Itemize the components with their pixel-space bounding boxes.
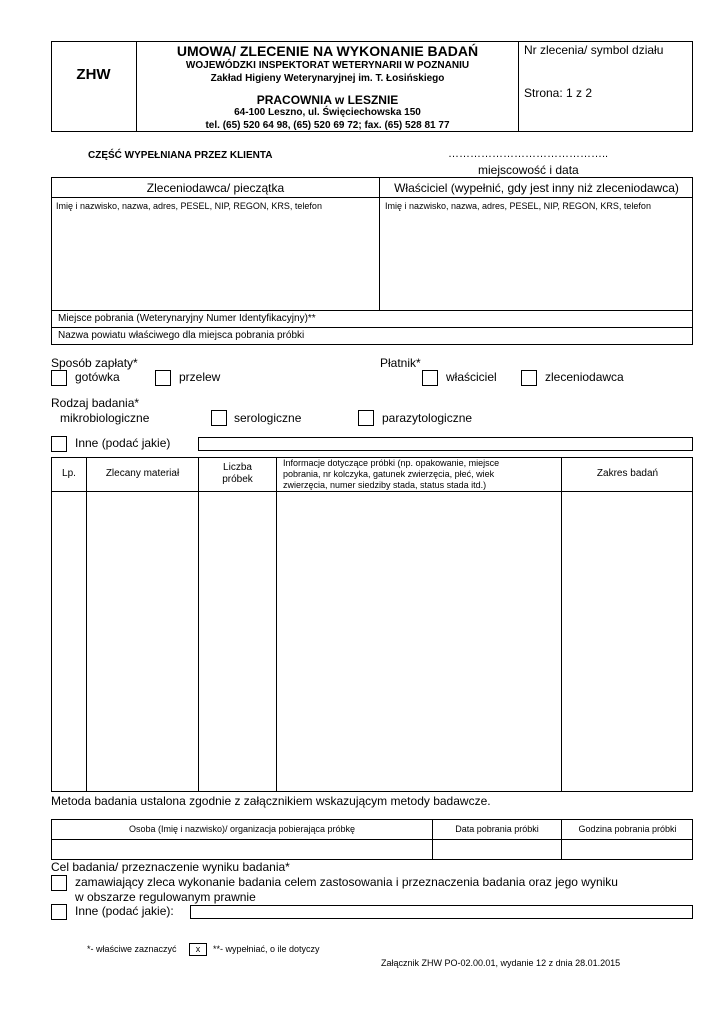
payer-owner-checkbox[interactable]	[422, 370, 438, 386]
payer-label: Płatnik*	[380, 356, 421, 370]
page-number: Strona: 1 z 2	[524, 86, 593, 100]
col-header-info-1: Informacje dotyczące próbki (np. opakowanie, miejsce	[283, 458, 500, 468]
col-header-info-2: pobrania, nr kolczyka, gatunek zwierzęcia, płeć, wiek	[283, 469, 495, 479]
purpose-other-input[interactable]	[190, 905, 693, 919]
col-header-scope: Zakres badań	[596, 468, 659, 479]
payment-cash-checkbox[interactable]	[51, 370, 67, 386]
sampler-person-input[interactable]	[52, 840, 432, 859]
sampler-time-input[interactable]	[562, 840, 692, 859]
payment-cash-label: gotówka	[75, 370, 120, 384]
sampler-date-header: Data pobrania próbki	[455, 824, 539, 834]
sampling-place-field[interactable]: Miejsce pobrania (Weterynaryjny Numer Identyfikacyjny)**	[58, 313, 316, 324]
method-note: Metoda badania ustalona zgodnie z załącznikiem wskazującym metody badawcze.	[51, 794, 491, 808]
lab-name: PRACOWNIA w LESZNIE	[256, 93, 399, 107]
col-header-info-3: zwierzęcia, numer siedziby stada, status stada itd.)	[283, 480, 487, 490]
lab-phones: tel. (65) 520 64 98, (65) 520 69 72; fax. (65) 528 81 77	[205, 120, 450, 131]
client-details-field[interactable]: Imię i nazwisko, nazwa, adres, PESEL, NIP, REGON, KRS, telefon	[56, 201, 322, 211]
owner-header: Właściciel (wypełnić, gdy jest inny niż zleceniodawca)	[394, 181, 679, 195]
payment-transfer-checkbox[interactable]	[155, 370, 171, 386]
test-sero-checkbox[interactable]	[358, 410, 374, 426]
purpose-regulated-label-2: w obszarze regulowanym prawnie	[75, 890, 256, 904]
department-code: ZHW	[76, 66, 111, 83]
test-other-checkbox[interactable]	[51, 436, 67, 452]
sampler-time-header: Godzina pobrania próbki	[578, 824, 677, 834]
place-date-label: miejscowość i data	[478, 163, 579, 177]
sampler-date-input[interactable]	[433, 840, 561, 859]
test-para-label: parazytologiczne	[382, 411, 473, 425]
purpose-other-label: Inne (podać jakie):	[75, 904, 174, 918]
legend-fill: **- wypełniać, o ile dotyczy	[213, 944, 320, 954]
col-header-lp: Lp.	[62, 468, 76, 479]
col-header-count-1: Liczba	[223, 462, 252, 473]
lab-address: 64-100 Leszno, ul. Święciechowska 150	[234, 107, 421, 118]
payer-owner-label: właściciel	[446, 370, 497, 384]
payer-client-label: zleceniodawca	[545, 370, 624, 384]
attachment-ref: Załącznik ZHW PO-02.00.01, wydanie 12 z dnia 28.01.2015	[381, 958, 621, 968]
sampler-person-header: Osoba (Imię i nazwisko)/ organizacja pobierająca próbkę	[128, 824, 356, 834]
test-micro-checkbox[interactable]	[211, 410, 227, 426]
client-section-heading: CZĘŚĆ WYPEŁNIANA PRZEZ KLIENTA	[88, 150, 273, 161]
purpose-label: Cel badania/ przeznaczenie wyniku badania*	[51, 860, 290, 874]
payer-client-checkbox[interactable]	[521, 370, 537, 386]
form-title: UMOWA/ ZLECENIE NA WYKONANIE BADAŃ	[176, 43, 479, 59]
purpose-regulated-checkbox[interactable]	[51, 875, 67, 891]
client-header: Zleceniodawca/ pieczątka	[146, 181, 285, 195]
legend-check: *- właściwe zaznaczyć	[87, 944, 177, 954]
payment-transfer-label: przelew	[179, 370, 221, 384]
institute-name: Zakład Higieny Weterynaryjnej im. T. Łosińskiego	[210, 73, 445, 84]
payment-label: Sposób zapłaty*	[51, 356, 138, 370]
place-date-dots: ……………………………………..	[448, 148, 609, 160]
legend-x-box: x	[189, 943, 207, 956]
county-field[interactable]: Nazwa powiatu właściwego dla miejsca pobrania próbki	[58, 330, 305, 341]
inspectorate-name: WOJEWÓDZKI INSPEKTORAT WETERYNARII W POZNANIU	[185, 60, 470, 71]
test-type-label: Rodzaj badania*	[51, 396, 140, 410]
owner-details-field[interactable]: Imię i nazwisko, nazwa, adres, PESEL, NIP, REGON, KRS, telefon	[385, 201, 651, 211]
test-other-label: Inne (podać jakie)	[75, 436, 171, 450]
col-header-material: Zlecany materiał	[105, 468, 180, 479]
test-other-input[interactable]	[198, 437, 693, 451]
test-micro-label: mikrobiologiczne	[60, 411, 150, 425]
purpose-other-checkbox[interactable]	[51, 904, 67, 920]
samples-table-body[interactable]	[52, 492, 692, 791]
test-sero-label: serologiczne	[234, 411, 302, 425]
order-number-label: Nr zlecenia/ symbol działu	[524, 43, 664, 57]
col-header-count-2: próbek	[222, 474, 253, 485]
purpose-regulated-label-1: zamawiający zleca wykonanie badania celem zastosowania i przeznaczenia badania oraz jego wyniku	[75, 875, 618, 889]
